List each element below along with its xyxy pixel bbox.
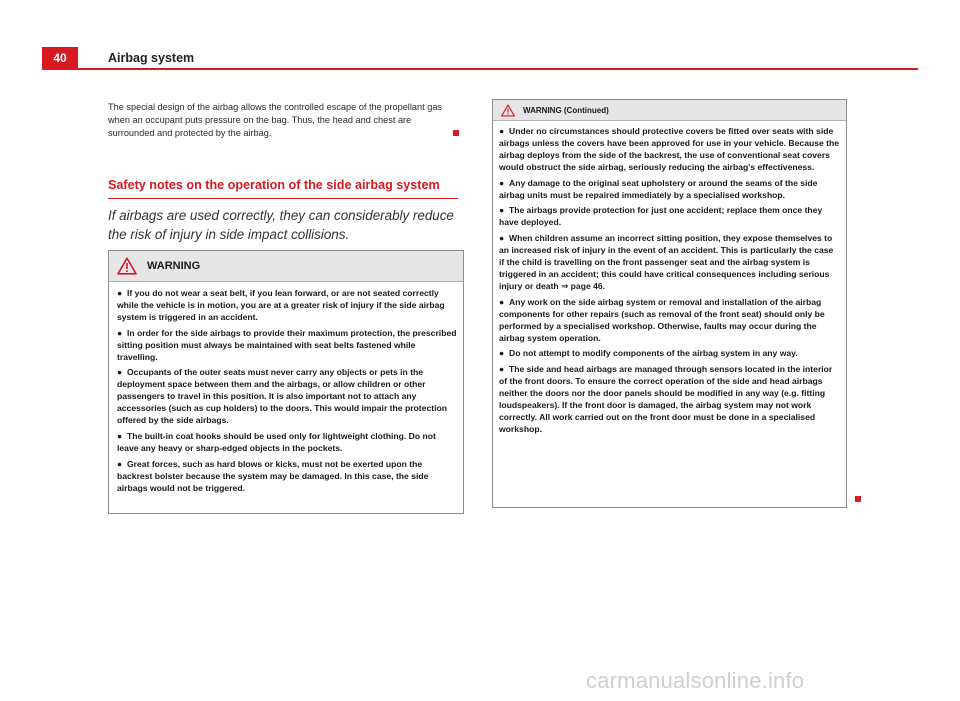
warning-item: [499, 348, 840, 360]
section-title: Safety notes on the operation of the side airbag system: [108, 178, 458, 199]
page-header-title: Airbag system: [108, 51, 195, 65]
warning-item-text: Do not attempt to modify components of the airbag system in any way.: [508, 348, 798, 359]
warning-box: [108, 250, 464, 514]
bullet-icon: ●: [117, 288, 123, 298]
warning-continued-box: [492, 99, 847, 508]
bullet-icon: ●: [499, 126, 505, 136]
warning-item-text: Any work on the side airbag system or removal and installation of the airbag components for other repairs (such as removal of the front seat) should only be performed by a specialised workshop. Otherwise, faults may occur during the airbag system operation.: [499, 296, 825, 343]
warning-item: [499, 364, 840, 435]
warning-item-text: Great forces, such as hard blows or kicks, must not be exerted upon the backrest bolster because the system may be damaged. In this case, the side airbags would not be triggered.: [117, 458, 429, 493]
section-end-marker: [855, 496, 861, 502]
warning-item-text: If you do not wear a seat belt, if you lean forward, or are not seated correctly while the vehicle is in motion, you are at a greater risk of injury if the side airbag system is triggered in an accident.: [117, 288, 445, 322]
header-rule: [42, 68, 918, 70]
warning-item: [499, 233, 840, 293]
bullet-icon: ●: [499, 233, 505, 244]
warning-item: [499, 178, 840, 202]
warning-item: [499, 205, 840, 229]
bullet-icon: ●: [499, 177, 505, 188]
warning-title: WARNING: [147, 260, 201, 272]
bullet-icon: ●: [117, 327, 123, 338]
warning-item-text: Any damage to the original seat upholstery or around the seams of the side airbag units must be repaired immediately by a specialised workshop.: [499, 177, 818, 200]
warning-title: WARNING (Continued): [523, 105, 609, 115]
warning-triangle-icon: [501, 104, 515, 117]
warning-item: [117, 288, 457, 324]
warning-item: [499, 297, 840, 345]
bullet-icon: ●: [117, 367, 123, 378]
intro-paragraph: The special design of the airbag allows the controlled escape of the propellant gas when an occupant puts pressure on the bag. Thus, the head and chest are surrounded and protected by the airbag.: [108, 102, 443, 138]
bullet-icon: ●: [117, 458, 123, 469]
warning-item-text: The side and head airbags are managed through sensors located in the interior of the front doors. To ensure the correct operation of the side and head airbags neither the doors nor the door panels should be modified in any way (e.g. fitting loudspeakers). If the front door is damaged, the airbag system may not work correctly. All work carried out on the front door must be done in a specialised workshop.: [499, 364, 833, 434]
warning-item: [117, 459, 457, 495]
warning-body: [493, 121, 846, 444]
warning-header: [109, 251, 463, 282]
warning-item-text: The built-in coat hooks should be used only for lightweight clothing. Do not leave any heavy or sharp-edged objects in the pockets.: [117, 430, 436, 453]
warning-triangle-icon: [117, 257, 137, 275]
bullet-icon: ●: [499, 296, 505, 307]
warning-item-text: In order for the side airbags to provide their maximum protection, the prescribed sitting position must always be maintained with seat belts fastened while travelling.: [117, 327, 457, 362]
warning-item: [499, 126, 840, 174]
watermark: carmanualsonline.info: [586, 668, 805, 693]
warning-item: [117, 367, 457, 427]
section-lead: If airbags are used correctly, they can considerably reduce the risk of injury in side impact collisions.: [108, 208, 454, 242]
warning-item-text: Occupants of the outer seats must never carry any objects or pets in the deployment space between them and the airbags, or allow children or other passengers to travel in this position. It is also important not to attach any accessories (such as cup holders) to the doors. This would impair the protection offered by the side airbags.: [117, 367, 447, 426]
warning-body: [109, 282, 463, 503]
warning-header: [493, 100, 846, 121]
warning-item: [117, 431, 457, 455]
bullet-icon: ●: [499, 364, 505, 375]
bullet-icon: ●: [499, 348, 505, 359]
warning-item-text: When children assume an incorrect sitting position, they expose themselves to an increased risk of injury in the event of an accident. This is particularly the case if the child is travelling on the front passenger seat and the airbag system is triggered in an accident; this could have critical consequences including serious injury or death ⇒ page 46.: [499, 233, 834, 291]
warning-item-text: The airbags provide protection for just one accident; replace them once they have deployed.: [499, 205, 823, 228]
bullet-icon: ●: [117, 430, 123, 441]
warning-item: [117, 328, 457, 364]
warning-item-text: Under no circumstances should protective covers be fitted over seats with side airbags unless the covers have been approved for use in your vehicle. Because the airbag deploys from the side of the backrest, the use of conventional seat covers would obstruct the side airbag, seriously reducing the airbag's effectiveness.: [499, 126, 840, 172]
page-number: 40: [42, 47, 78, 69]
bullet-icon: ●: [499, 205, 505, 216]
section-end-marker: [453, 130, 459, 136]
